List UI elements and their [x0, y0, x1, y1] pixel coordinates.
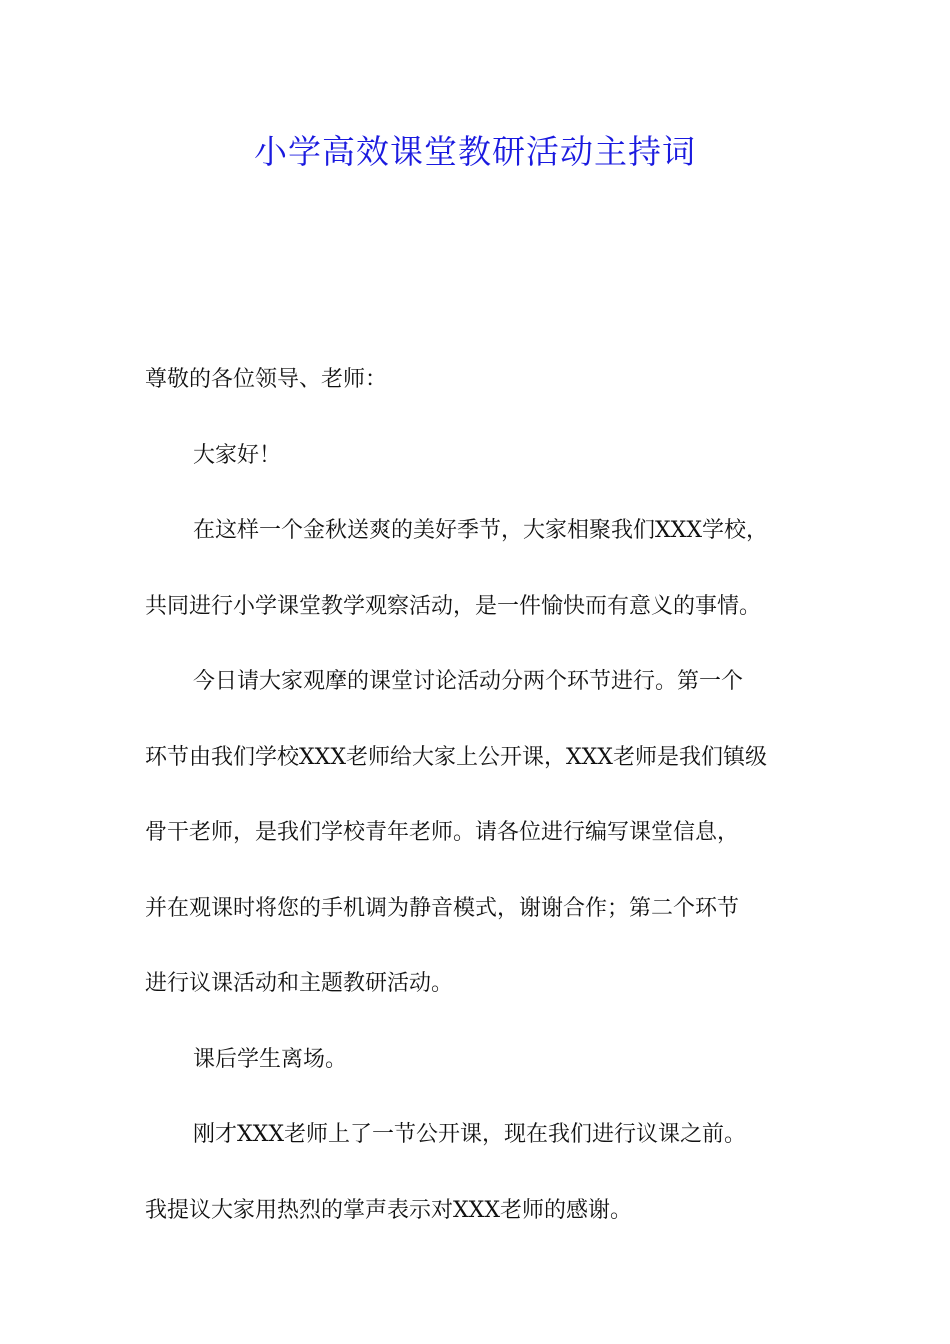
paragraph-line: 环节由我们学校XXX老师给大家上公开课，XXX老师是我们镇级: [145, 744, 767, 770]
salutation-line: 尊敬的各位领导、老师：: [145, 367, 388, 392]
paragraph-line: 今日请大家观摩的课堂讨论活动分两个环节进行。第一个: [193, 669, 744, 694]
paragraph-line: 刚才XXX老师上了一节公开课，现在我们进行议课之前。: [193, 1122, 746, 1147]
greeting-line: 大家好！: [193, 442, 282, 468]
paragraph-line: 共同进行小学课堂教学观察活动，是一件愉快而有意义的事情。: [145, 593, 762, 619]
paragraph-line: 进行议课活动和主题教研活动。: [145, 971, 454, 996]
paragraph-line: 并在观课时将您的手机调为静音模式，谢谢合作；第二个环节: [145, 895, 740, 921]
document-body: [145, 342, 815, 1248]
document-title: 小学高效课堂教研活动主持词: [254, 132, 696, 171]
paragraph-line: 骨干老师，是我们学校青年老师。请各位进行编写课堂信息，: [145, 820, 740, 845]
paragraph-line: 课后学生离场。: [193, 1046, 348, 1072]
paragraph-line: 我提议大家用热烈的掌声表示对XXX老师的感谢。: [145, 1197, 632, 1223]
paragraph-line: 在这样一个金秋送爽的美好季节，大家相聚我们XXX学校，: [193, 518, 768, 543]
